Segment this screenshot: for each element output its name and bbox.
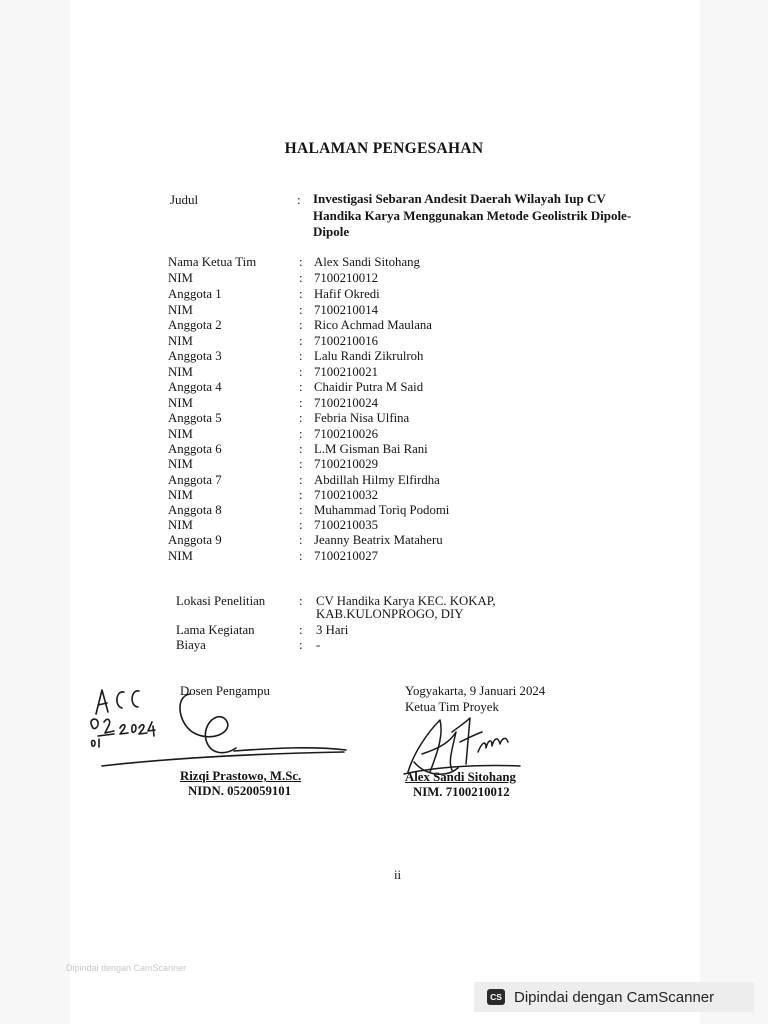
camscanner-badge-text: Dipindai dengan CamScanner bbox=[514, 988, 715, 1006]
colon: : bbox=[299, 503, 303, 517]
supervisor-title: Dosen Pengampu bbox=[180, 684, 270, 698]
colon: : bbox=[299, 594, 303, 608]
colon: : bbox=[299, 533, 303, 547]
member-value: 7100210035 bbox=[314, 518, 378, 532]
colon: : bbox=[299, 623, 303, 637]
colon: : bbox=[299, 365, 303, 379]
team-leader-title: Ketua Tim Proyek bbox=[405, 700, 499, 714]
detail-value: CV Handika Karya KEC. KOKAP, bbox=[316, 594, 496, 608]
member-label: Anggota 5 bbox=[168, 411, 222, 425]
supervisor-name: Rizqi Prastowo, M.Sc. bbox=[180, 769, 302, 783]
page-title: HALAMAN PENGESAHAN bbox=[284, 140, 484, 157]
faint-scanner-watermark: Dipindai dengan CamScanner bbox=[66, 963, 187, 973]
member-label: NIM bbox=[168, 303, 193, 317]
judul-value: Investigasi Sebaran Andesit Daerah Wilayah Iup CV Handika Karya Menggunakan Metode Geolistrik Dipole-Dipole bbox=[313, 191, 632, 239]
member-label: NIM bbox=[168, 396, 193, 410]
member-label: NIM bbox=[168, 427, 193, 441]
member-value: 7100210032 bbox=[314, 488, 378, 502]
colon: : bbox=[299, 457, 303, 471]
member-label: Anggota 4 bbox=[168, 380, 222, 394]
colon: : bbox=[299, 255, 303, 269]
camscanner-badge bbox=[474, 982, 754, 1012]
member-label: Anggota 2 bbox=[168, 318, 222, 332]
colon: : bbox=[299, 396, 303, 410]
colon: : bbox=[299, 442, 303, 456]
member-label: Anggota 1 bbox=[168, 287, 222, 301]
detail-value: 3 Hari bbox=[316, 623, 349, 637]
member-label: NIM bbox=[168, 365, 193, 379]
supervisor-nidn: NIDN. 0520059101 bbox=[188, 784, 292, 798]
member-value: Muhammad Toriq Podomi bbox=[314, 503, 450, 517]
member-label: NIM bbox=[168, 488, 193, 502]
member-value: 7100210014 bbox=[314, 303, 378, 317]
detail-label: Lama Kegiatan bbox=[176, 623, 255, 637]
member-label: NIM bbox=[168, 457, 193, 471]
colon: : bbox=[299, 473, 303, 487]
colon: : bbox=[299, 638, 303, 652]
member-label: NIM bbox=[168, 271, 193, 285]
colon: : bbox=[299, 488, 303, 502]
member-label: NIM bbox=[168, 334, 193, 348]
member-label: Anggota 7 bbox=[168, 473, 222, 487]
colon: : bbox=[299, 518, 303, 532]
colon: : bbox=[299, 427, 303, 441]
detail-label: Biaya bbox=[176, 638, 206, 652]
colon: : bbox=[299, 411, 303, 425]
place-date: Yogyakarta, 9 Januari 2024 bbox=[405, 684, 546, 698]
member-label: Nama Ketua Tim bbox=[168, 255, 257, 269]
member-value: 7100210012 bbox=[314, 271, 378, 285]
member-value: 7100210027 bbox=[314, 549, 378, 563]
member-value: 7100210016 bbox=[314, 334, 378, 348]
member-value: Alex Sandi Sitohang bbox=[314, 255, 420, 269]
member-value: Febria Nisa Ulfina bbox=[314, 411, 410, 425]
member-value: 7100210021 bbox=[314, 365, 378, 379]
member-label: NIM bbox=[168, 549, 193, 563]
member-label: NIM bbox=[168, 518, 193, 532]
colon: : bbox=[299, 271, 303, 285]
member-value: Jeanny Beatrix Mataheru bbox=[314, 533, 443, 547]
colon: : bbox=[299, 334, 303, 348]
colon: : bbox=[299, 549, 303, 563]
member-value: Chaidir Putra M Said bbox=[314, 380, 424, 394]
member-value: 7100210029 bbox=[314, 457, 378, 471]
team-leader-name: Alex Sandi Sitohang bbox=[405, 770, 516, 784]
member-value: Abdillah Hilmy Elfirdha bbox=[314, 473, 440, 487]
team-leader-nim: NIM. 7100210012 bbox=[413, 785, 510, 799]
detail-value: - bbox=[316, 638, 321, 652]
member-value: Rico Achmad Maulana bbox=[314, 318, 432, 332]
member-value: L.M Gisman Bai Rani bbox=[314, 442, 428, 456]
page-number: ii bbox=[394, 868, 402, 882]
colon: : bbox=[299, 287, 303, 301]
member-label: Anggota 8 bbox=[168, 503, 222, 517]
colon: : bbox=[299, 349, 303, 363]
colon: : bbox=[299, 303, 303, 317]
member-value: 7100210026 bbox=[314, 427, 378, 441]
member-value: Lalu Randi Zikrulroh bbox=[314, 349, 424, 363]
member-label: Anggota 6 bbox=[168, 442, 222, 456]
member-value: 7100210024 bbox=[314, 396, 378, 410]
member-label: Anggota 9 bbox=[168, 533, 222, 547]
member-value: Hafif Okredi bbox=[314, 287, 380, 301]
colon: : bbox=[299, 318, 303, 332]
camscanner-logo-icon: CS bbox=[487, 989, 505, 1005]
judul-colon: : bbox=[297, 192, 301, 207]
member-label: Anggota 3 bbox=[168, 349, 222, 363]
colon: : bbox=[299, 380, 303, 394]
judul-label: Judul bbox=[170, 192, 199, 207]
detail-label: Lokasi Penelitian bbox=[176, 594, 266, 608]
location-line-2: KAB.KULONPROGO, DIY bbox=[316, 607, 464, 621]
